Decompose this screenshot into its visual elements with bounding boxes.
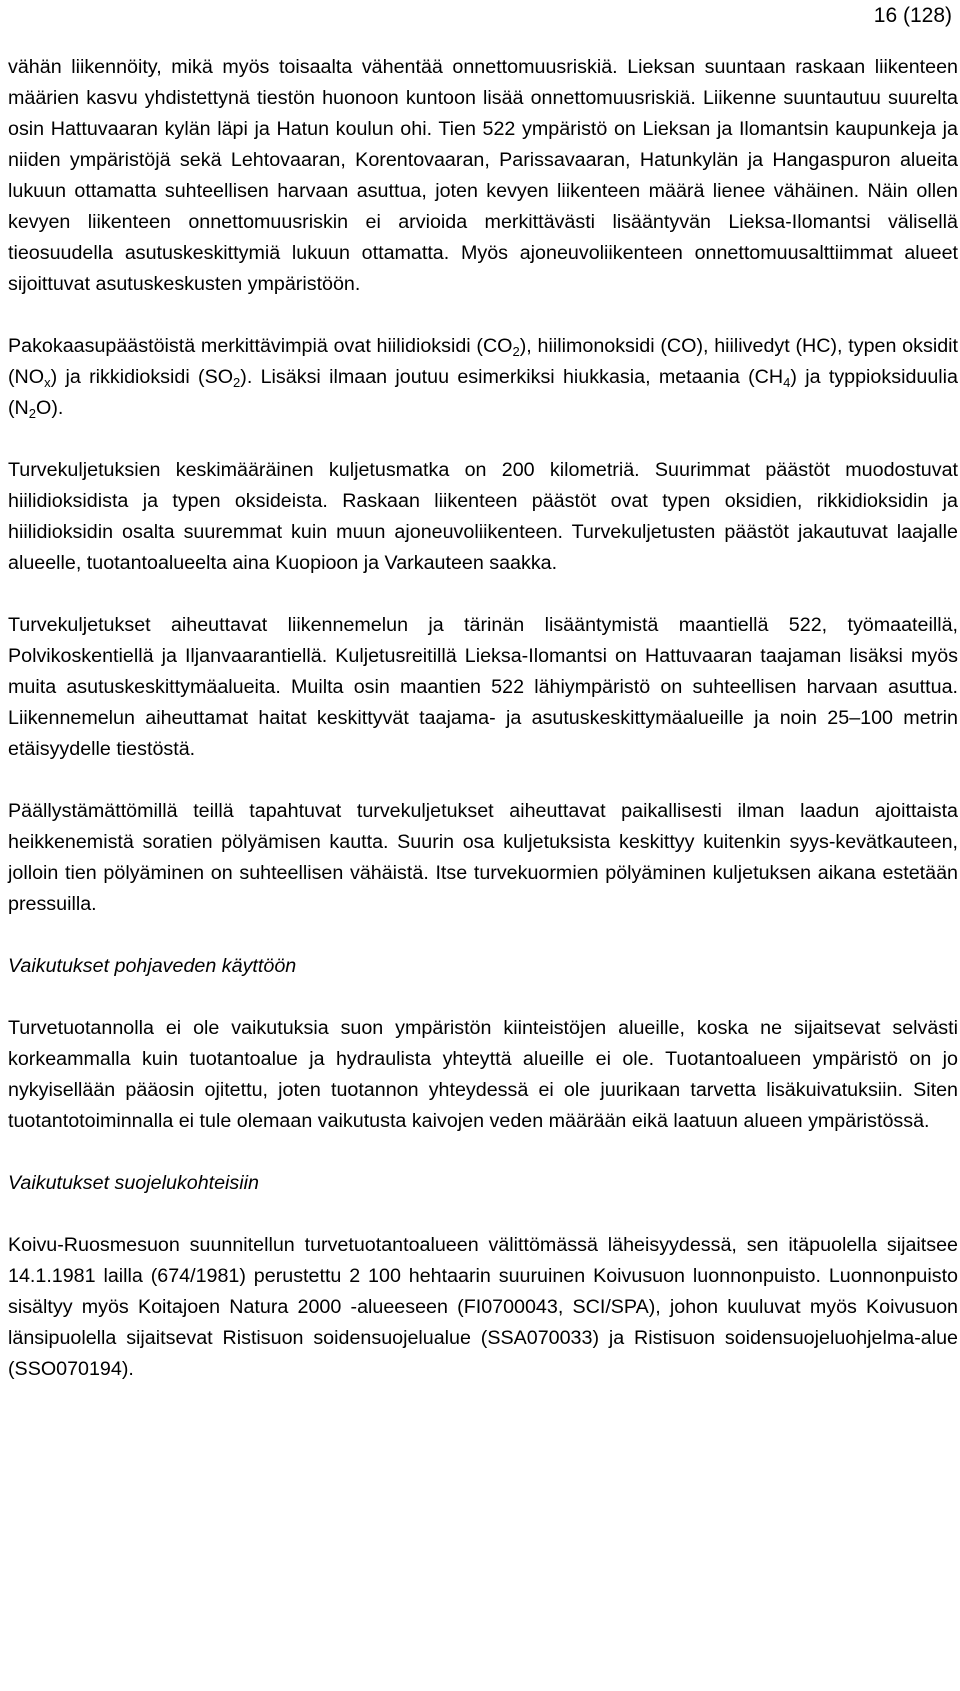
paragraph-traffic-safety: vähän liikennöity, mikä myös toisaalta vähentää onnettomuusriskiä. Lieksan suuntaan raskaan liikenteen määrien kasvu yhdistettynä tiestön huonoon kuntoon lisää onnettomuusriskiä. Liikenne suuntautuu suurelta osin Hattuvaaran kylän läpi ja Hatun koulun ohi. Tien 522 ympäristö on Lieksan ja Ilomantsin kaupunkeja ja niiden ympäristöjä sekä Lehtovaaran, Korentovaaran, Parissavaaran, Hatunkylän ja Hangaspuron alueita lukuun ottamatta suhteellisen harvaan asuttua, joten kevyen liikenteen määrä lienee vähäinen. Näin ollen kevyen liikenteen onnettomuusriskin ei arvioida merkittävästi lisääntyvän Lieksa-Ilomantsi välisellä tieosuudella asutuskeskittymiä lukuun ottamatta. Myös ajoneuvoliikenteen onnettomuusalttiimmat alueet sijoittuvat asutuskeskusten ympäristöön. — [8, 56, 958, 295]
subscript: 2 — [28, 406, 37, 421]
section-heading-protected-areas: Vaikutukset suojelukohteisiin — [8, 1172, 259, 1194]
text-segment: ) ja typpioksiduulia (N — [8, 366, 958, 419]
text-segment: O). — [36, 397, 64, 419]
page-number: 16 (128) — [873, 4, 952, 27]
text-segment: ), hiilimonoksidi (CO), hiilivedyt (HC), typen oksidit (NO — [8, 335, 958, 388]
subscript: 4 — [783, 375, 791, 390]
text-segment: ) ja rikkidioksidi (SO — [50, 366, 234, 388]
section-heading-groundwater: Vaikutukset pohjaveden käyttöön — [8, 955, 297, 977]
subscript: 2 — [233, 375, 241, 390]
subscript: 2 — [512, 344, 520, 359]
paragraph-traffic-noise: Turvekuljetukset aiheuttavat liikennemelun ja tärinän lisääntymistä maantiellä 522, työmaateillä, Polvikoskentiellä ja Iljanvaarantiellä. Kuljetusreitillä Lieksa-Ilomantsi on Hattuvaaran taajaman lisäksi myös muita asutuskeskittymäalueita. Muilta osin maantien 522 lähiympäristö on suhteellisen harvaan asuttua. Liikennemelun aiheuttamat haitat keskittyvät taajama- ja asutuskeskittymäalueille ja noin 25–100 metrin etäisyydelle tiestöstä. — [8, 614, 958, 760]
paragraph-transport-emissions: Turvekuljetuksien keskimääräinen kuljetusmatka on 200 kilometriä. Suurimmat päästöt muodostuvat hiilidioksidista ja typen oksideista. Raskaan liikenteen päästöt ovat typen oksidien, rikkidioksidin ja hiilidioksidin osalta suuremmat kuin muun ajoneuvoliikenteen. Turvekuljetusten päästöt jakautuvat laajalle alueelle, tuotantoalueelta aina Kuopioon ja Varkauteen saakka. — [8, 459, 958, 574]
paragraph-exhaust-emissions — [8, 331, 958, 424]
paragraph-protected-areas: Koivu-Ruosmesuon suunnitellun turvetuotantoalueen välittömässä läheisyydessä, sen itäpuolella sijaitsee 14.1.1981 lailla (674/1981) perustettu 2 100 hehtaarin suuruinen Koivusuon luonnonpuisto. Luonnonpuisto sisältyy myös Koitajoen Natura 2000 -alueeseen (FI0700043, SCI/SPA), johon kuuluvat myös Koivusuon länsipuolella sijaitsevat Ristisuon soidensuojelualue (SSA070033) ja Ristisuon soidensuojeluohjelma-alue (SSO070194). — [8, 1234, 958, 1380]
document-body — [8, 52, 958, 1385]
paragraph-dust: Päällystämättömillä teillä tapahtuvat turvekuljetukset aiheuttavat paikallisesti ilman laadun ajoittaista heikkenemistä soratien pölyämisen kautta. Suurin osa kuljetuksista keskittyy kuitenkin syys-kevätkauteen, jolloin tien pölyäminen on suhteellisen vähäistä. Itse turvekuormien pölyäminen kuljetuksen aikana estetään pressuilla. — [8, 800, 958, 915]
subscript: x — [44, 375, 51, 390]
text-segment: Pakokaasupäästöistä merkittävimpiä ovat hiilidioksidi (CO — [8, 335, 513, 357]
text-segment: ). Lisäksi ilmaan joutuu esimerkiksi hiukkasia, metaania (CH — [240, 366, 784, 388]
paragraph-groundwater: Turvetuotannolla ei ole vaikutuksia suon ympäristön kiinteistöjen alueille, koska ne sijaitsevat selvästi korkeammalla kuin tuotantoalue ja hydraulista yhteyttä alueille ei ole. Tuotantoalueen ympäristö on jo nykyisellään pääosin ojitettu, joten tuotannon yhteydessä ei ole juurikaan tarvetta lisäkuivatuksiin. Siten tuotantotoiminnalla ei tule olemaan vaikutusta kaivojen veden määrään eikä laatuun alueen ympäristössä. — [8, 1017, 958, 1132]
